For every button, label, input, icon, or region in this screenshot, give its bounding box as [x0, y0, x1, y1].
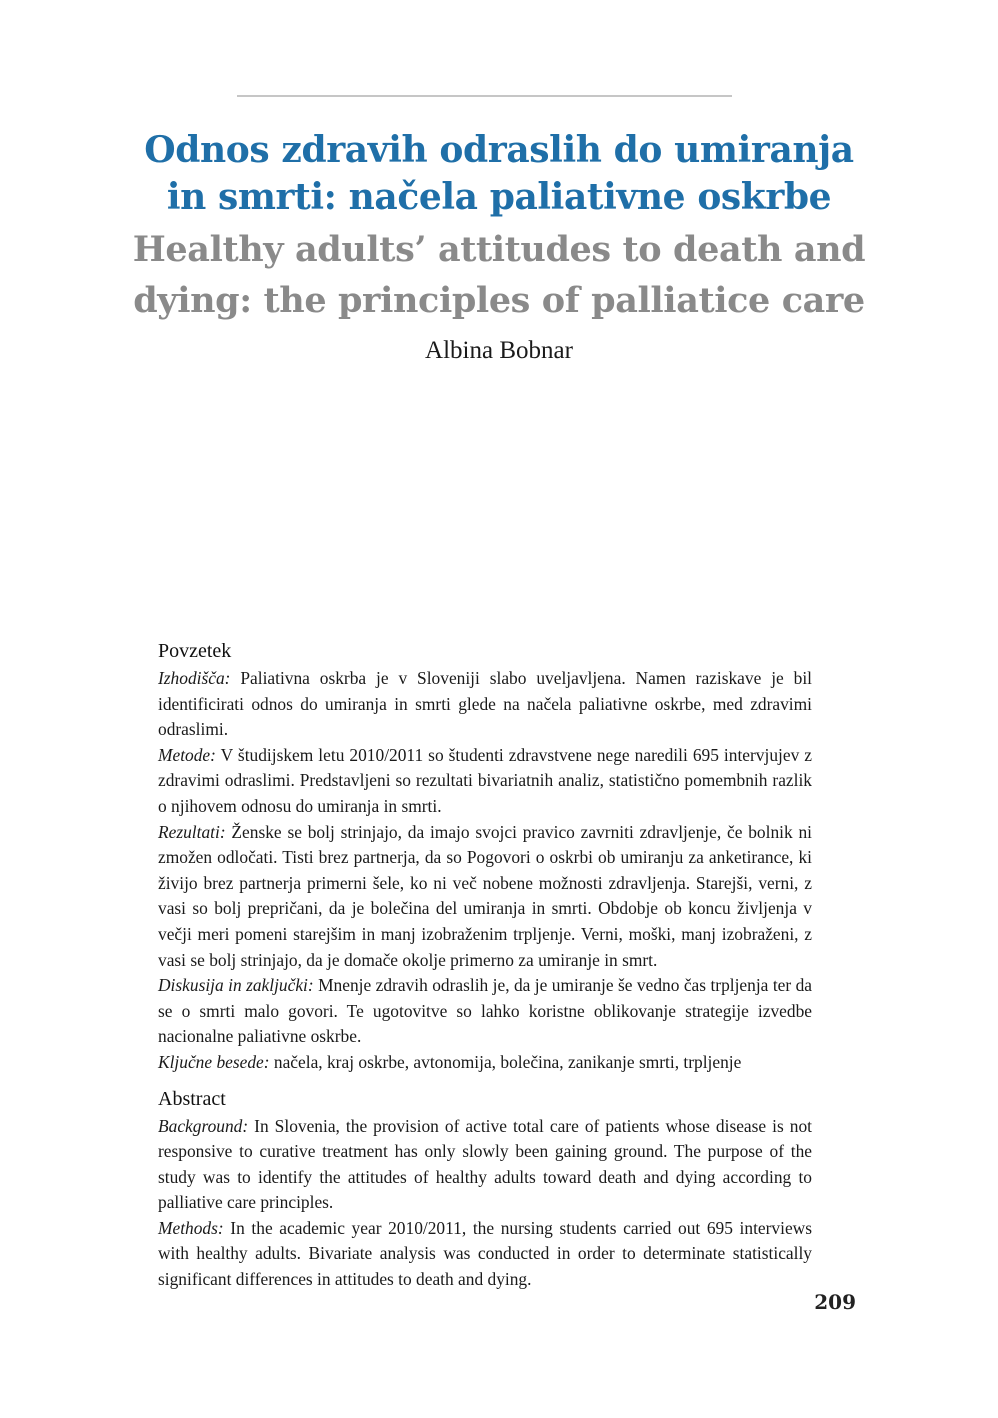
title-english-line2: dying: the principles of palliatice care	[133, 280, 865, 321]
author-name: Albina Bobnar	[425, 337, 573, 364]
page-number: 209	[814, 1290, 856, 1314]
izhodisca-paragraph	[158, 666, 812, 743]
metode-lead: Metode:	[158, 744, 216, 765]
methods-text: In the academic year 2010/2011, the nursing students carried out 695 interviews with healthy adults. Bivariate analysis was conducted in order to determinate statistically significant differences in attitudes to death and dying.	[158, 1217, 812, 1290]
rezultati-paragraph	[158, 820, 812, 974]
izhodisca-lead: Izhodišča:	[158, 668, 231, 688]
methods-paragraph	[158, 1216, 812, 1293]
metode-paragraph	[158, 743, 812, 820]
kljucne-besede-text: načela, kraj oskrbe, avtonomija, bolečina, zanikanje smrti, trpljenje	[269, 1051, 742, 1072]
kljucne-besede-lead: Ključne besede:	[158, 1051, 270, 1072]
kljucne-besede-paragraph	[158, 1050, 812, 1076]
diskusija-text: Mnenje zdravih odraslih je, da je umiranje še vedno čas trpljenja ter da se o smrti malo govori. Te ugotovitve so lahko koristne oblikovanje strategije izvedbe nacionalne paliativne oskrbe.	[158, 975, 812, 1047]
title-english-line1: Healthy adults’ attitudes to death and	[132, 229, 866, 270]
background-paragraph	[158, 1114, 812, 1216]
background-text: In Slovenia, the provision of active total care of patients whose disease is not responsive to curative treatment has only slowly been gaining ground. The purpose of the study was to identify the attitudes of healthy adults toward death and dying according to palliative care principles.	[158, 1115, 812, 1213]
top-rule	[237, 95, 732, 97]
abstract-heading: Abstract	[158, 1087, 226, 1110]
title-slovenian-line1: Odnos zdravih odraslih do umiranja	[144, 129, 854, 171]
rezultati-text: Ženske se bolj strinjajo, da imajo svojci pravico zavrniti zdravljenje, če bolnik ni zmožen odločati. Tisti brez partnerja, da so Pogovori o oskrbi ob umiranju za anketirance, ki živijo brez partnerja primerni šele, ko ni več nobene možnosti zdravljenja. Starejši, verni, z vasi so bolj prepričani, da je bolečina del umiranja in smrti. Obdobje ob koncu življenja v večji meri pomeni starejšim in manj izobraženim trpljenje. Verni, moški, manj izobraženi, z vasi se bolj strinjajo, da je domače okolje primerno za umiranje in smrt.	[158, 821, 812, 970]
title-english	[60, 224, 938, 326]
metode-text: V študijskem letu 2010/2011 so študenti zdravstvene nege naredili 695 intervjujev z zdravimi odraslimi. Predstavljeni so rezultati bivariatnih analiz, statistično pomembnih razlik o njihovem odnosu do umiranja in smrti.	[158, 744, 812, 816]
title-block	[60, 127, 938, 366]
methods-lead: Methods:	[158, 1217, 224, 1238]
title-slovenian-line2: in smrti: načela paliativne oskrbe	[166, 176, 832, 218]
article-body	[158, 638, 812, 1293]
diskusija-paragraph	[158, 973, 812, 1050]
izhodisca-text: Paliativna oskrba je v Sloveniji slabo uveljavljena. Namen raziskave je bil identificirati odnos do umiranja in smrti glede na načela paliativne oskrbe, med zdravimi odraslimi.	[158, 668, 812, 740]
diskusija-lead: Diskusija in zaključki:	[158, 975, 314, 996]
title-slovenian	[60, 127, 938, 221]
povzetek-heading: Povzetek	[158, 640, 232, 662]
rezultati-lead: Rezultati:	[158, 821, 226, 842]
background-lead: Background:	[158, 1115, 249, 1136]
